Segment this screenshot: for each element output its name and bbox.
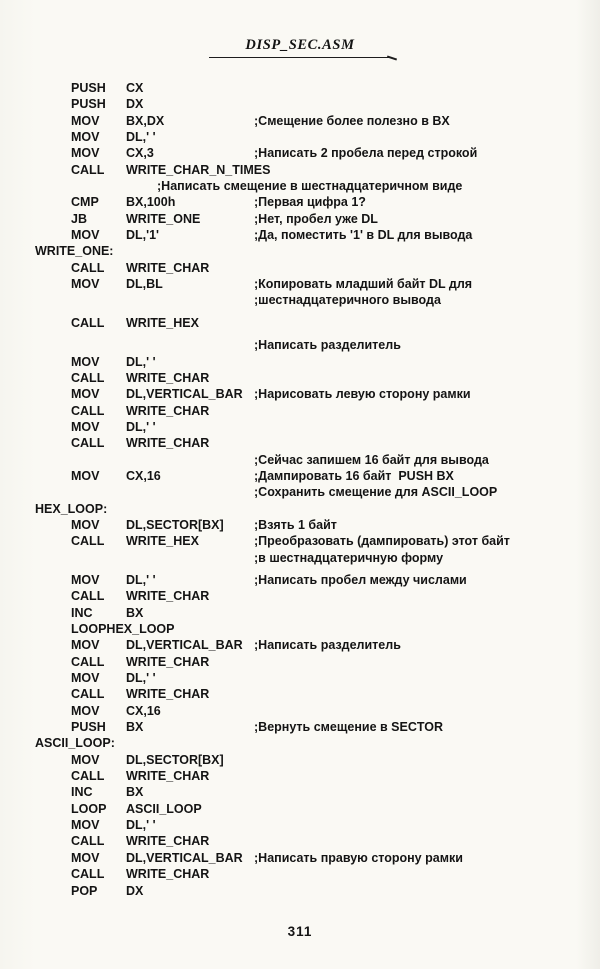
code-operands: BX bbox=[126, 720, 144, 735]
code-line bbox=[0, 686, 600, 702]
code-operands: WRITE_CHAR bbox=[126, 834, 210, 849]
code-operands: CX,3 bbox=[126, 146, 154, 161]
code-mnemonic: LOOPHEX_LOOP bbox=[71, 622, 175, 636]
code-line bbox=[0, 178, 600, 194]
code-comment: ;Написать 2 пробела перед строкой bbox=[254, 146, 478, 161]
code-operands: WRITE_CHAR bbox=[126, 687, 210, 702]
code-mnemonic: MOV bbox=[71, 638, 100, 653]
code-comment: ;Дампировать 16 байт PUSH BX bbox=[254, 468, 454, 483]
code-mnemonic: POP bbox=[71, 883, 98, 898]
code-line bbox=[0, 145, 600, 161]
code-mnemonic: MOV bbox=[71, 572, 100, 587]
code-operands: DL,'1' bbox=[126, 228, 160, 243]
code-operands: CX,16 bbox=[126, 703, 161, 718]
code-operands: DL,VERTICAL_BAR bbox=[126, 850, 243, 865]
code-line bbox=[0, 452, 600, 468]
code-line bbox=[0, 588, 600, 604]
code-line bbox=[0, 113, 600, 129]
code-mnemonic: MOV bbox=[71, 146, 100, 161]
code-line bbox=[0, 80, 600, 96]
code-mnemonic: PUSH bbox=[71, 720, 106, 735]
code-line bbox=[0, 129, 600, 145]
code-mnemonic: CALL bbox=[71, 436, 105, 451]
page-header bbox=[0, 36, 600, 58]
code-line bbox=[0, 370, 600, 386]
code-mnemonic: MOV bbox=[71, 228, 100, 243]
code-operands: WRITE_CHAR bbox=[126, 436, 210, 451]
code-line bbox=[0, 883, 600, 899]
code-label: HEX_LOOP: bbox=[35, 501, 108, 516]
code-operands: WRITE_HEX bbox=[126, 534, 199, 549]
code-line bbox=[0, 403, 600, 419]
code-comment: ;Да, поместить '1' в DL для вывода bbox=[254, 228, 473, 243]
code-line bbox=[0, 703, 600, 719]
code-comment: ;шестнадцатеричного вывода bbox=[254, 293, 441, 308]
code-operands: DL,' ' bbox=[126, 354, 156, 369]
code-comment: ;Смещение более полезно в BX bbox=[254, 113, 450, 128]
code-mnemonic: CALL bbox=[71, 834, 105, 849]
code-operands: DL,' ' bbox=[126, 572, 156, 587]
code-operands: DL,BL bbox=[126, 277, 163, 292]
code-operands: DX bbox=[126, 97, 144, 112]
code-line bbox=[0, 162, 600, 178]
code-line bbox=[0, 96, 600, 112]
code-operands: WRITE_ONE bbox=[126, 211, 201, 226]
code-mnemonic: CALL bbox=[71, 769, 105, 784]
code-line bbox=[0, 621, 600, 637]
code-mnemonic: MOV bbox=[71, 387, 100, 402]
code-line bbox=[0, 435, 600, 451]
code-operands: WRITE_CHAR bbox=[126, 589, 210, 604]
code-operands: BX bbox=[126, 605, 144, 620]
code-mnemonic: MOV bbox=[71, 671, 100, 686]
code-comment: ;Написать правую сторону рамки bbox=[254, 850, 463, 865]
code-operands: DL,VERTICAL_BAR bbox=[126, 638, 243, 653]
code-operands: BX,DX bbox=[126, 113, 165, 128]
code-line bbox=[0, 292, 600, 308]
code-mnemonic: CALL bbox=[71, 260, 105, 275]
code-operands: DX bbox=[126, 883, 144, 898]
code-operands: ASCII_LOOP bbox=[126, 801, 202, 816]
code-listing bbox=[0, 80, 600, 899]
code-comment: ;Первая цифра 1? bbox=[254, 195, 366, 210]
code-operands: WRITE_CHAR bbox=[126, 260, 210, 275]
code-line bbox=[0, 801, 600, 817]
code-comment: ;Вернуть смещение в SECTOR bbox=[254, 720, 444, 735]
code-comment: ;Написать разделитель bbox=[254, 638, 401, 653]
code-mnemonic: MOV bbox=[71, 113, 100, 128]
code-operands: DL,SECTOR[BX] bbox=[126, 517, 224, 532]
code-comment: ;в шестнадцатеричную форму bbox=[254, 550, 444, 565]
code-comment: ;Написать пробел между числами bbox=[254, 572, 467, 587]
code-line bbox=[0, 517, 600, 533]
code-line bbox=[0, 419, 600, 435]
code-mnemonic: MOV bbox=[71, 850, 100, 865]
code-operands: CX bbox=[126, 81, 144, 95]
code-operands: WRITE_CHAR bbox=[126, 654, 210, 669]
code-line bbox=[0, 337, 600, 353]
code-line bbox=[0, 211, 600, 227]
code-mnemonic: CALL bbox=[71, 687, 105, 702]
code-line bbox=[0, 768, 600, 784]
code-mnemonic: CALL bbox=[71, 162, 105, 177]
code-mnemonic: MOV bbox=[71, 752, 100, 767]
code-comment: ;Нарисовать левую сторону рамки bbox=[254, 387, 471, 402]
code-operands: WRITE_HEX bbox=[126, 315, 199, 330]
code-line bbox=[0, 866, 600, 882]
code-mnemonic: CALL bbox=[71, 867, 105, 882]
code-mnemonic: JB bbox=[71, 211, 87, 226]
code-operands: DL,SECTOR[BX] bbox=[126, 752, 224, 767]
code-mnemonic: INC bbox=[71, 605, 93, 620]
code-comment: ;Сейчас запишем 16 байт для вывода bbox=[254, 452, 489, 467]
code-line bbox=[0, 468, 600, 484]
code-operands: DL,' ' bbox=[126, 419, 156, 434]
code-operands: BX bbox=[126, 785, 144, 800]
code-line bbox=[0, 243, 600, 259]
code-mnemonic: INC bbox=[71, 785, 93, 800]
code-operands: BX,100h bbox=[126, 195, 176, 210]
code-line bbox=[0, 735, 600, 751]
code-line bbox=[0, 501, 600, 517]
code-line bbox=[0, 315, 600, 331]
code-label: WRITE_ONE: bbox=[35, 244, 114, 259]
code-mnemonic: CALL bbox=[71, 403, 105, 418]
code-line bbox=[0, 637, 600, 653]
code-operands: WRITE_CHAR bbox=[126, 370, 210, 385]
code-comment: ;Сохранить смещение для ASCII_LOOP bbox=[254, 485, 498, 500]
code-mnemonic: CALL bbox=[71, 315, 105, 330]
code-line bbox=[0, 227, 600, 243]
code-mnemonic: MOV bbox=[71, 517, 100, 532]
code-mnemonic: MOV bbox=[71, 703, 100, 718]
code-line bbox=[0, 850, 600, 866]
code-operands: DL,VERTICAL_BAR bbox=[126, 387, 243, 402]
code-mnemonic: CALL bbox=[71, 589, 105, 604]
code-line bbox=[0, 194, 600, 210]
code-comment: ;Копировать младший байт DL для bbox=[254, 277, 473, 292]
header-rule bbox=[209, 57, 391, 58]
code-line bbox=[0, 833, 600, 849]
code-operands: WRITE_CHAR_N_TIMES bbox=[126, 162, 271, 177]
code-line bbox=[0, 533, 600, 549]
code-mnemonic: CALL bbox=[71, 534, 105, 549]
code-operands: WRITE_CHAR bbox=[126, 867, 210, 882]
code-line bbox=[0, 670, 600, 686]
code-line bbox=[0, 260, 600, 276]
code-mnemonic: PUSH bbox=[71, 81, 106, 95]
code-line bbox=[0, 784, 600, 800]
code-comment: ;Преобразовать (дампировать) этот байт bbox=[254, 534, 510, 549]
code-operands: CX,16 bbox=[126, 468, 161, 483]
code-mnemonic: MOV bbox=[71, 419, 100, 434]
code-line bbox=[0, 817, 600, 833]
code-line bbox=[0, 484, 600, 500]
code-comment-centered: ;Написать смещение в шестнадцатеричном виде bbox=[157, 179, 463, 194]
code-operands: WRITE_CHAR bbox=[126, 769, 210, 784]
code-mnemonic: PUSH bbox=[71, 97, 106, 112]
file-title: DISP_SEC.ASM bbox=[245, 37, 355, 53]
code-mnemonic: MOV bbox=[71, 818, 100, 833]
code-line bbox=[0, 354, 600, 370]
code-mnemonic: MOV bbox=[71, 277, 100, 292]
code-line bbox=[0, 276, 600, 292]
code-line bbox=[0, 752, 600, 768]
code-mnemonic: MOV bbox=[71, 354, 100, 369]
code-mnemonic: LOOP bbox=[71, 801, 107, 816]
code-line bbox=[0, 572, 600, 588]
code-operands: DL,' ' bbox=[126, 671, 156, 686]
code-line bbox=[0, 654, 600, 670]
code-mnemonic: CMP bbox=[71, 195, 99, 210]
code-comment: ;Написать разделитель bbox=[254, 338, 401, 353]
code-line bbox=[0, 719, 600, 735]
code-line bbox=[0, 550, 600, 566]
code-mnemonic: MOV bbox=[71, 130, 100, 145]
code-operands: DL,' ' bbox=[126, 130, 156, 145]
code-line bbox=[0, 605, 600, 621]
code-operands: WRITE_CHAR bbox=[126, 403, 210, 418]
code-mnemonic: MOV bbox=[71, 468, 100, 483]
code-line bbox=[0, 386, 600, 402]
code-mnemonic: CALL bbox=[71, 654, 105, 669]
code-mnemonic: CALL bbox=[71, 370, 105, 385]
code-label: ASCII_LOOP: bbox=[35, 736, 115, 751]
code-operands: DL,' ' bbox=[126, 818, 156, 833]
code-comment: ;Взять 1 байт bbox=[254, 517, 337, 532]
code-comment: ;Нет, пробел уже DL bbox=[254, 211, 378, 226]
page-number: 311 bbox=[287, 924, 313, 939]
